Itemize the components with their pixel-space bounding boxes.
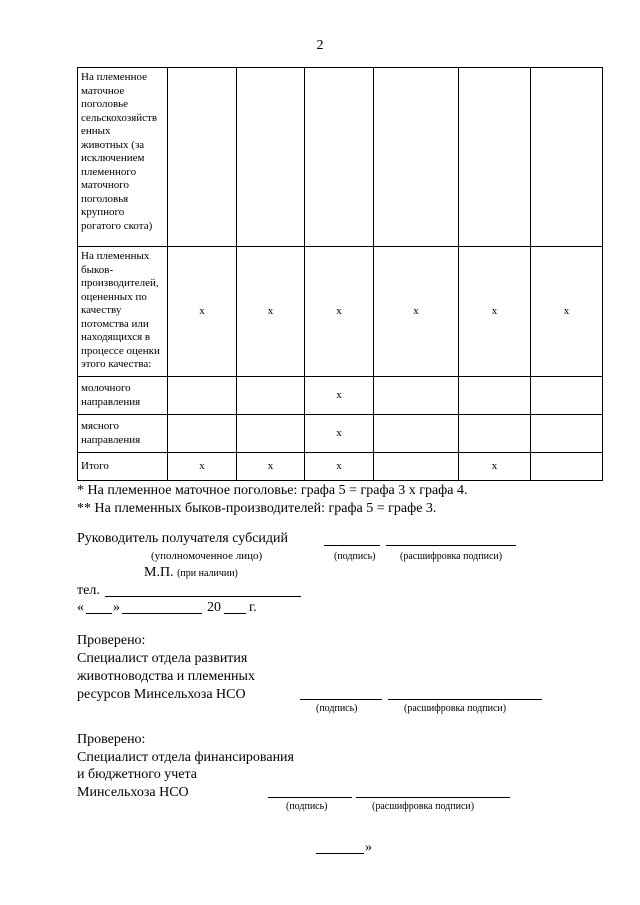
row-label-line: поголовья: [81, 192, 129, 205]
row-label-line: енных: [81, 125, 111, 137]
authorized-caption: (уполномоченное лицо): [151, 550, 263, 562]
table-cell: х: [305, 453, 374, 481]
check1-sign-line: [300, 699, 382, 700]
checked-label-2: Проверено:: [77, 732, 146, 747]
month-line: [122, 613, 202, 614]
table-row: [78, 453, 603, 481]
row-label-line: исключением: [81, 152, 145, 164]
year-line: [224, 613, 246, 614]
head-title: Руководитель получателя субсидий: [77, 531, 289, 546]
row-label-line: сельскохозяйств: [81, 111, 158, 124]
table-cell: х: [305, 377, 374, 415]
checked-label-1: Проверено:: [77, 633, 146, 648]
table-cell: [531, 68, 603, 247]
day-line: [86, 613, 112, 614]
check2-line3: Минсельхоза НСО: [77, 785, 189, 800]
table-cell: [374, 68, 459, 247]
check1-decode-line: [388, 699, 542, 700]
table-cell: [459, 68, 531, 247]
date-close: »: [113, 600, 120, 615]
decode-caption: (расшифровка подписи): [400, 551, 503, 562]
check2-line1: Специалист отдела финансирования: [77, 750, 294, 765]
table-cell: [237, 68, 305, 247]
row-label: [78, 247, 168, 377]
check1-line1: Специалист отдела развития: [77, 651, 248, 666]
table-cell: [459, 377, 531, 415]
note-1: * На племенное маточное поголовье: графа 5 = графа 3 х графа 4.: [77, 483, 468, 498]
row-label-line: маточное: [81, 84, 125, 97]
table-cell: [168, 377, 237, 415]
closing-line: [316, 853, 364, 854]
table-row: [78, 247, 603, 377]
table-cell: х: [459, 247, 531, 377]
table-cell: [168, 415, 237, 453]
row-label-line: На племенное: [81, 71, 147, 83]
row-label-line: направления: [81, 395, 141, 408]
table-cell: х: [305, 415, 374, 453]
row-label-line: племенного: [81, 165, 137, 178]
table-cell: [374, 453, 459, 481]
row-label: [78, 68, 168, 247]
row-label-line: потомства или: [81, 317, 149, 330]
year-suffix: г.: [249, 600, 257, 615]
check2-sign-caption: (подпись): [286, 801, 328, 812]
table-cell: х: [531, 247, 603, 377]
note-2: ** На племенных быков-производителей: графа 5 = графе 3.: [77, 501, 437, 516]
table-cell: [531, 453, 603, 481]
closing-quote: »: [365, 840, 372, 855]
table-cell: [237, 377, 305, 415]
sign-caption: (подпись): [334, 551, 376, 562]
table-row: [78, 377, 603, 415]
table-cell: [531, 377, 603, 415]
row-label-line: поголовье: [81, 98, 129, 110]
check1-line3: ресурсов Минсельхоза НСО: [77, 687, 246, 702]
row-label-line: производителей,: [81, 277, 159, 289]
table-cell: [459, 415, 531, 453]
row-label-line: находящихся в: [81, 331, 151, 343]
row-label-line: животных (за: [81, 138, 145, 151]
row-label-line: маточного: [81, 179, 130, 191]
page-number: 2: [316, 38, 324, 53]
table-cell: х: [237, 453, 305, 481]
table-cell: [374, 377, 459, 415]
table-cell: х: [168, 247, 237, 377]
check2-decode-caption: (расшифровка подписи): [372, 801, 475, 812]
livestock-table: [77, 67, 603, 481]
table-row: [78, 68, 603, 247]
check2-sign-line: [268, 797, 352, 798]
row-label-line: быков-: [81, 263, 114, 276]
table-cell: [374, 415, 459, 453]
table-cell: х: [374, 247, 459, 377]
table-row: [78, 415, 603, 453]
stamp-label: М.П. (при наличии): [144, 565, 238, 580]
check1-line2: животноводства и племенных: [77, 669, 255, 684]
table-cell: [237, 415, 305, 453]
row-label-line: этого качества:: [81, 358, 152, 370]
table-cell: [168, 68, 237, 247]
check1-decode-caption: (расшифровка подписи): [404, 703, 507, 714]
tel-line: [105, 596, 301, 597]
decode-line: [386, 545, 516, 546]
tel-label: тел.: [77, 583, 100, 598]
table-cell: х: [305, 247, 374, 377]
row-label-line: рогатого скота): [81, 219, 153, 232]
row-label-line: процессе оценки: [81, 344, 160, 357]
signature-line: [324, 545, 380, 546]
row-label: [78, 377, 168, 415]
row-label-line: направления: [81, 433, 141, 446]
table-cell: х: [237, 247, 305, 377]
row-label-line: молочного: [81, 382, 131, 394]
row-label: [78, 415, 168, 453]
row-label-line: крупного: [81, 206, 125, 218]
row-label: [78, 453, 168, 481]
table-cell: х: [459, 453, 531, 481]
row-label-line: мясного: [81, 420, 120, 432]
check2-decode-line: [356, 797, 510, 798]
date-open: «: [77, 600, 84, 615]
row-label-line: Итого: [81, 459, 109, 472]
row-label-line: На племенных: [81, 250, 150, 262]
check1-sign-caption: (подпись): [316, 703, 358, 714]
year-prefix: 20: [207, 600, 221, 615]
table-cell: [305, 68, 374, 247]
row-label-line: качеству: [81, 304, 122, 316]
table-cell: х: [168, 453, 237, 481]
table-cell: [531, 415, 603, 453]
check2-line2: и бюджетного учета: [77, 767, 197, 782]
row-label-line: оцененных по: [81, 290, 147, 303]
